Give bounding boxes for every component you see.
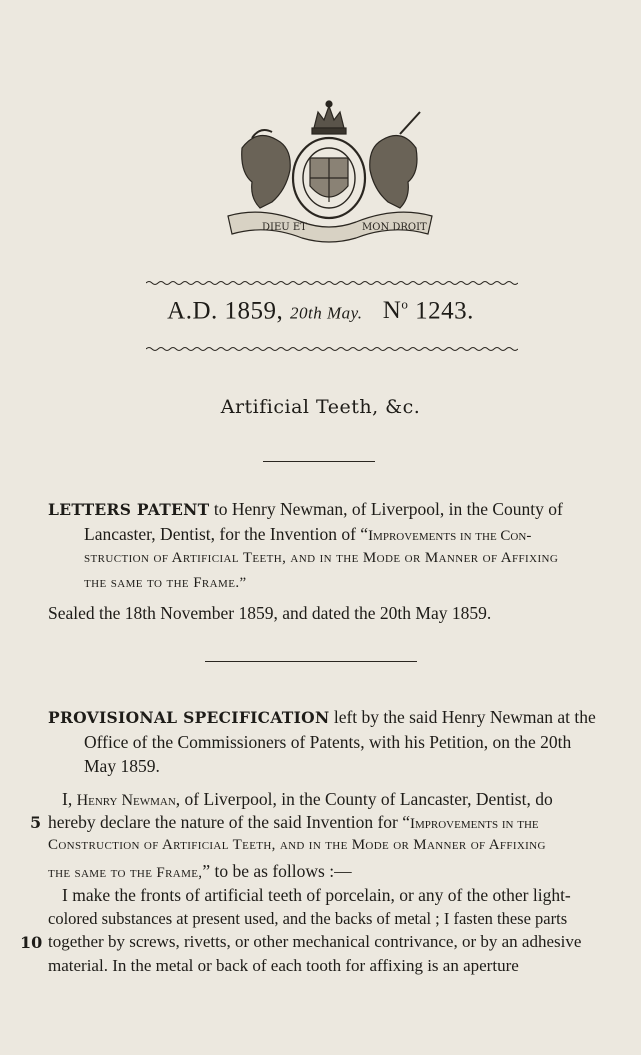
body-line-1: I, Henry Newman, of Liverpool, in the County of Lancaster, Dentist, do [62,789,553,809]
royal-coat-of-arms-icon [222,98,437,243]
line-number-5: 5 [30,813,42,832]
line-number-10: 10 [20,933,43,952]
body-line-6: colored substances at present used, and the backs of metal ; I fasten these parts [48,909,568,928]
anno-domini: A.D. [167,297,218,325]
provisional-lead: PROVISIONAL SPECIFICATION [48,708,330,727]
provisional-line-3: May 1859. [84,756,160,776]
motto-right: MON DROIT [362,222,427,233]
body-line-8: material. In the metal or back of each tooth for affixing is an aperture [48,956,519,975]
patent-year: 1859, [224,297,284,325]
body-line-7: together by screws, rivetts, or other mechanical contrivance, or by an adhesive [48,932,582,951]
body-line-2: hereby declare the nature of the said Invention for “Improvements in the [48,812,539,832]
letters-line-1: LETTERS PATENT to Henry Newman, of Liverpool, in the County of [48,499,563,519]
motto-left: DIEU ET [262,222,307,233]
wavy-rule-bottom [146,346,518,352]
divider-long [205,661,417,662]
provisional-line-1: PROVISIONAL SPECIFICATION left by the said Henry Newman at the [48,707,596,727]
patent-number: 1243. [415,297,474,325]
patent-day: 20th May. [290,303,363,323]
body-line-3: Construction of Artificial Teeth, and in the Mode or Manner of Affixing [48,837,546,853]
provisional-line-2: Office of the Commissioners of Patents, with his Petition, on the 20th [84,732,572,752]
letters-line-3: struction of Artificial Teeth, and in the Mode or Manner of Affixing [84,550,559,566]
wavy-rule-top [146,280,518,286]
body-line-5: I make the fronts of artificial teeth of porcelain, or any of the other light- [62,885,571,905]
body-line-4: the same to the Frame,” to be as follows :— [48,861,352,881]
letters-line-4: the same to the Frame.” [84,575,247,591]
document-title: Artificial Teeth, &c. [220,396,421,418]
letters-lead: LETTERS PATENT [48,500,210,519]
sealed-line: Sealed the 18th November 1859, and dated the 20th May 1859. [48,603,492,623]
divider-short [263,461,375,462]
patent-date-line [0,297,641,325]
number-label: $N^o$ [382,297,409,325]
letters-line-2: Lancaster, Dentist, for the Invention of “Improvements in the Con- [84,524,532,544]
